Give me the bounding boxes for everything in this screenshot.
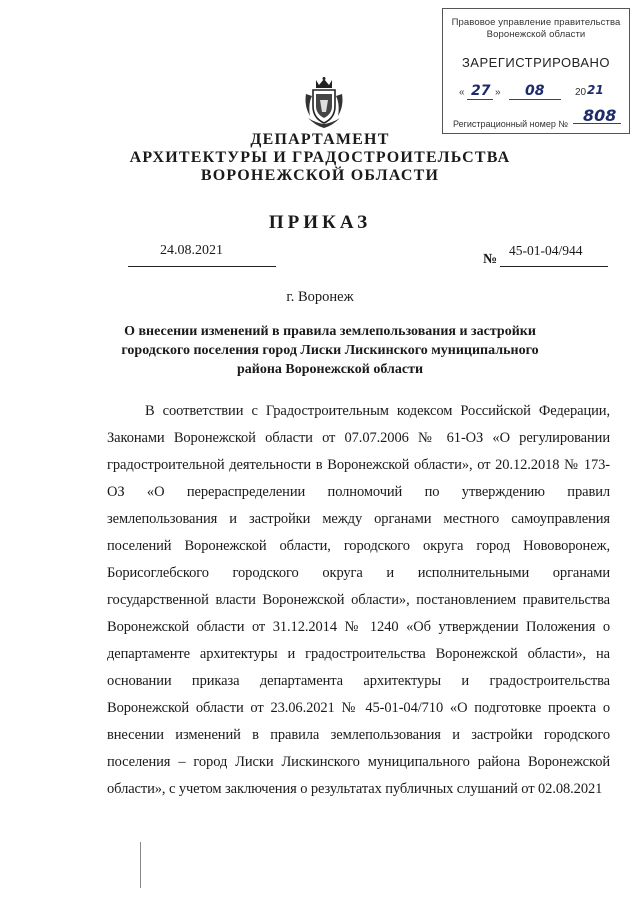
document-body-paragraph: В соответствии с Градостроительным кодексом Российской Федерации, Законами Воронежской области от 07.07.2006 № 61-ОЗ «О регулировании градостроительной деятельности в Воронежской области», от 20.12.2018 № 173-ОЗ «О перераспределении полномочий по утверждению правил землепользования и застройки между органами местного самоуправления поселений Воронежской области, городского округа город Нововоронеж, Борисоглебского городского округа и исполнительными органами государственной власти Воронежской области», постановлением правительства Воронежской области от 31.12.2014 № 1240 «Об утверждении Положения о департаменте архитектуры и градостроительства Воронежской области», на основании приказа департамента архитектуры и градостроительства Воронежской области от 23.06.2021 № 45-01-04/710 «О подготовке проекта о внесении изменений в правила землепользования и застройки городского поселения – город Лиски Лискинского муниципального района Воронежской области», с учетом заключения о результатах публичных слушаний от 02.08.2021 <box>107 403 610 797</box>
stamp-year-prefix: 20 <box>575 87 587 98</box>
number-underline <box>500 266 608 267</box>
stamp-year-suffix: 21 <box>587 83 604 97</box>
registration-stamp <box>442 8 630 134</box>
department-line1: ДЕПАРТАМЕНТ <box>250 131 390 148</box>
department-line2: АРХИТЕКТУРЫ И ГРАДОСТРОИТЕЛЬСТВА <box>129 149 511 166</box>
date-underline <box>128 266 276 267</box>
coat-of-arms-icon <box>302 76 346 130</box>
department-line3: ВОРОНЕЖСКОЙ ОБЛАСТИ <box>200 167 440 184</box>
document-number: 45-01-04/944 <box>509 243 583 258</box>
stamp-registered-label: ЗАРЕГИСТРИРОВАНО <box>461 55 611 70</box>
stamp-date: « 27 » 08 20 21 <box>459 83 604 99</box>
scan-margin-line <box>140 842 141 888</box>
document-date: 24.08.2021 <box>160 243 223 258</box>
number-sign: № <box>483 252 498 267</box>
stamp-day: 27 <box>471 83 491 99</box>
stamp-org-line2: Воронежской области <box>486 29 586 40</box>
stamp-month: 08 <box>525 83 545 99</box>
stamp-reg-number: 808 <box>583 106 617 125</box>
document-type-title: ПРИКАЗ <box>268 212 372 233</box>
stamp-org-line1: Правовое управление правительства <box>451 17 621 28</box>
stamp-reg-number-label: Регистрационный номер № <box>453 119 569 129</box>
document-subject: О внесении изменений в правила землепользования и застройки городского поселения город Лиски Лискинского муниципального района Воронежской области <box>121 324 539 377</box>
city-label: г. Воронеж <box>286 289 354 305</box>
